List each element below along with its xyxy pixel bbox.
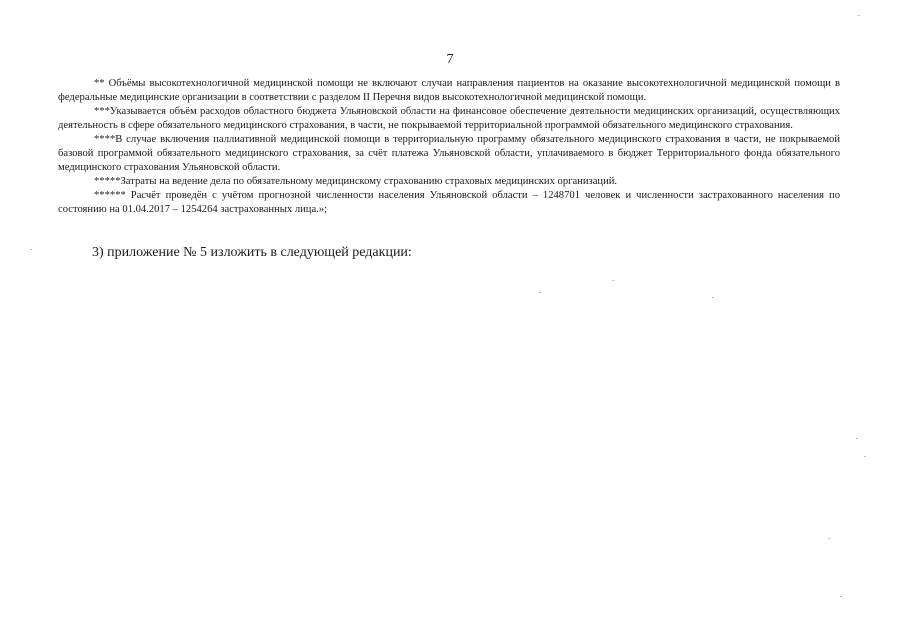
scan-speck [612,280,614,281]
footnote-high-tech-care: ** Объёмы высокотехнологичной медицинской помощи не включают случаи направления пациентов на оказание высокотехнологичной медицинской помощи в федеральные медицинские организации в соответствии с разделом II Перечня видов высокотехнологичной медицинской помощи. [58,78,840,103]
scan-speck [539,292,541,293]
scan-speck [828,538,830,539]
scan-speck [840,596,842,597]
scan-speck [858,15,860,16]
scan-speck [864,456,866,457]
footnote-regional-budget: ***Указывается объём расходов областного бюджета Ульяновской области на финансовое обеспечение деятельности медицинских организаций, осуществляющих деятельность в сфере обязательного медицинского страхования, в части, не покрываемой территориальной программой обязательного медицинского страхования. [58,106,840,131]
footnotes [58,77,840,217]
footnote-administration-costs: *****Затраты на ведение дела по обязательному медицинскому страхованию страховых медицинских организаций. [94,176,618,187]
footnote-population-calculation: ****** Расчёт проведён с учётом прогнозной численности населения Ульяновской области – 1248701 человек и численности застрахованного населения по состоянию на 01.04.2017 – 1254264 застрахованных лица.»; [58,190,840,215]
footnote-palliative-care: ****В случае включения паллиативной медицинской помощи в территориальную программу обязательного медицинского страхования в части, не покрываемой базовой программой обязательного медицинского страхования, за счёт платежа Ульяновской области, уплачиваемого в бюджет Территориального фонда обязательного медицинского страхования Ульяновской области. [58,134,840,173]
page-number: 7 [446,52,454,67]
scan-speck [856,438,858,439]
scan-speck [712,297,714,298]
scan-speck [30,249,32,250]
amendment-item: 3) приложение № 5 изложить в следующей редакции: [92,245,412,260]
